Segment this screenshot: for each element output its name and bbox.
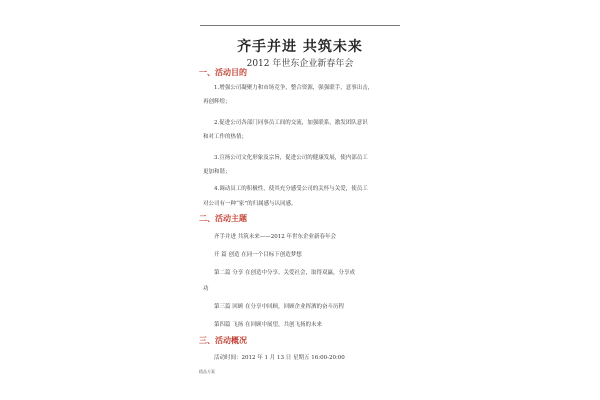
- purpose-item-3-line-2: 更加和谐；: [203, 169, 231, 175]
- theme-chapter-4: 第四篇 飞扬 在回顾中展望，共创飞扬的未来: [214, 322, 322, 328]
- page-subtitle: 2012 年世东企业新春年会: [246, 59, 354, 69]
- section-heading-theme: 二、活动主题: [199, 213, 247, 223]
- header-rule: [200, 25, 400, 26]
- purpose-item-1-line-2: 再创辉煌；: [203, 99, 231, 105]
- purpose-item-1-line-1: 1.增强公司凝聚力和市场竞争，整合资源，强强联手，意事出击，: [214, 85, 374, 91]
- purpose-item-2-line-1: 2.促进公司各部门同事员工间的交流，加强联系，激发团队意识: [214, 120, 368, 126]
- theme-chapter-3: 第三篇 回顾 在分享中回顾，回顾企业挥洒的奋斗历程: [214, 304, 344, 310]
- section-heading-overview: 三、活动概况: [199, 335, 247, 345]
- footer-label: 精品方案: [199, 369, 215, 374]
- theme-chapter-2-line-1: 第二篇 分享 在创造中分享、关爱社会，取得双赢，分享成: [214, 270, 355, 276]
- purpose-item-2-line-2: 和对工作的热情；: [203, 134, 248, 140]
- section-heading-purpose: 一、活动目的: [199, 67, 247, 77]
- purpose-item-4-line-1: 4.调动员工的积极性，使其充分感受公司的关怀与关爱，使员工: [214, 186, 368, 192]
- theme-chapter-2-line-2: 功: [203, 286, 209, 292]
- overview-time: 活动时间：2012 年 1 月 13 日 星期五 16:00-20:00: [214, 355, 345, 361]
- theme-intro: 齐手并进 共筑未来——2012 年世东企业新春年会: [214, 234, 336, 240]
- purpose-item-4-line-2: 对公司有一种“家”的归属感与认同感。: [203, 201, 297, 207]
- purpose-item-3-line-1: 3.宣扬公司文化形象及宗旨，促进公司的健康发展，使内部员工: [214, 155, 368, 161]
- page-title: 齐手并进 共筑未来: [237, 39, 363, 55]
- theme-chapter-opening: 开 篇 创造 在同一个目标下创造梦想: [214, 252, 302, 258]
